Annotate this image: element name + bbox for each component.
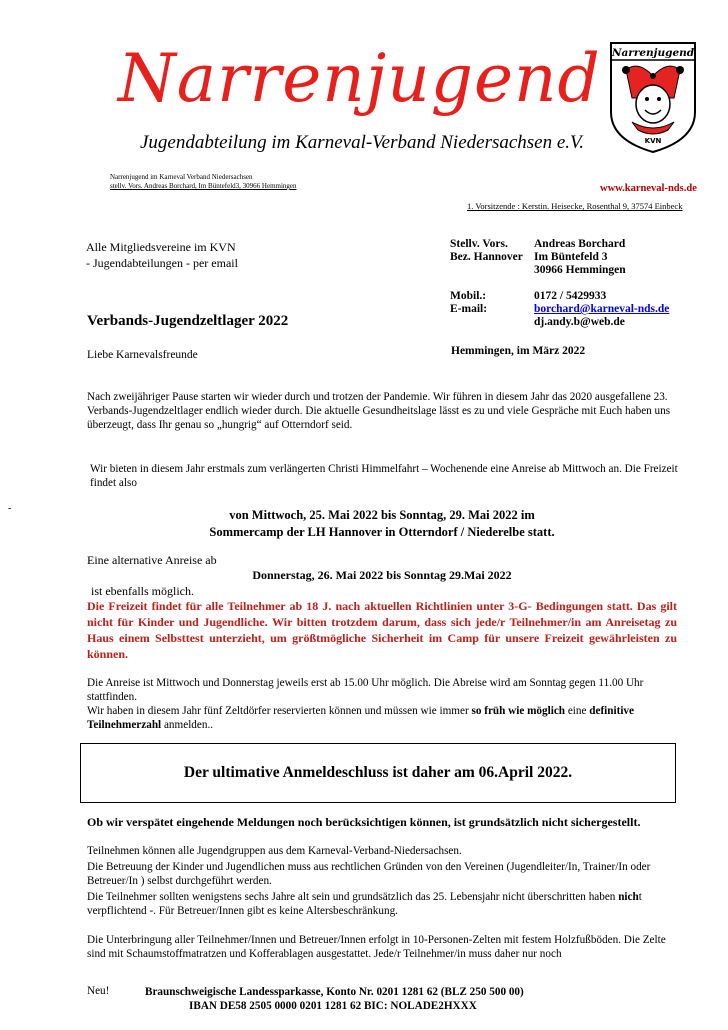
contact-block — [450, 238, 669, 329]
paragraph-groups: Teilnehmen können alle Jugendgruppen aus dem Karneval-Verband-Niedersachsen. — [87, 845, 462, 857]
bank-details — [145, 985, 524, 1013]
p7-part-c: t verpflichtend -. Für Betreuer/Innen gibt es keine Altersbeschränkung. — [87, 891, 642, 917]
deadline-box: Der ultimative Anmeldeschluss ist daher am 06.April 2022. — [80, 743, 676, 803]
new-label: Neu! — [87, 985, 110, 997]
paragraph-supervision: Die Betreuung der Kinder und Jugendlichen muss aus rechtlichen Gründen von den Vereinen (Jugendleiter/In, Trainer/In oder Betreuer/In ) selbst durchgeführt werden. — [87, 861, 651, 887]
p4-part-a: Wir haben in diesem Jahr fünf Zeltdörfer reservierten können und müssen wie immer — [87, 705, 472, 717]
dates-line-2: Sommercamp der LH Hannover in Otterndorf / Niederelbe statt. — [209, 525, 555, 539]
letterhead-title: Narrenjugend — [118, 40, 601, 117]
role-label-2: Bez. Hannover — [450, 251, 523, 263]
recipient-line-2: - Jugendabteilungen - per email — [86, 256, 238, 270]
late-notice: Ob wir verspätet eingehende Meldungen noch berücksichtigen können, ist grundsätzlich nicht sichergestellt. — [87, 815, 641, 829]
jester-crest-logo — [608, 40, 698, 155]
dates-line-1: von Mittwoch, 25. Mai 2022 bis Sonntag, 29. Mai 2022 im — [229, 508, 535, 522]
contact-name: Andreas Borchard — [534, 238, 626, 250]
alt-dates: Donnerstag, 26. Mai 2022 bis Sonntag 29.Mai 2022 — [252, 568, 512, 582]
email-2: dj.andy.b@web.de — [534, 316, 625, 328]
alt-possible: ist ebenfalls möglich. — [91, 584, 194, 598]
email-link-1[interactable]: borchard@karneval-nds.de — [534, 303, 670, 315]
covid-notice: Die Freizeit findet für alle Teilnehmer ab 18 J. nach aktuellen Richtlinien unter 3-G- Bedingungen statt. Das gilt nicht für Kinder und Jugendliche. Wir bitten trotzdem darum, dass sich jede/r Teilnehmer/in am Anreisetag zu Haus einem Selbsttest unterzieht, um größtmögliche Sicherheit im Camp für unsere Freizeit gewährleisten zu können. — [87, 599, 677, 661]
p4-part-e: anmelden.. — [161, 719, 214, 731]
letterhead-subtitle: Jugendabteilung im Karneval-Verband Niedersachsen e.V. — [140, 132, 584, 153]
paragraph-offer: Wir bieten in diesem Jahr erstmals zum verlängerten Christi Himmelfahrt – Wochenende eine Anreise ab Mittwoch an. Die Freizeit findet also — [90, 463, 678, 489]
p7-part-a: Die Teilnehmer sollten wenigstens sechs Jahre alt sein und grundsätzlich das 25. Lebensjahr nicht überschritten haben — [87, 891, 619, 903]
paragraph-arrival: Die Anreise ist Mittwoch und Donnerstag jeweils erst ab 15.00 Uhr möglich. Die Abreise wird am Sonntag gegen 11.00 Uhr stattfinden. — [87, 677, 644, 703]
p4-bold-count: definitive Teilnehmerzahl — [87, 705, 634, 731]
website-link[interactable]: www.karneval-nds.de — [600, 183, 697, 194]
bank-line-2: IBAN DE58 2505 0000 0201 1281 62 BIC: NOLADE2HXXX — [189, 1000, 477, 1012]
sender-line-1: Narrenjugend im Karneval Verband Niedersachsen — [110, 173, 253, 181]
role-label-1: Stellv. Vors. — [450, 238, 508, 250]
alt-intro: Eine alternative Anreise ab — [87, 553, 217, 567]
contact-city: 30966 Hemmingen — [534, 264, 626, 276]
paragraph-age — [87, 890, 677, 918]
bank-line-1: Braunschweigische Landessparkasse, Konto Nr. 0201 1281 62 (BLZ 250 500 00) — [145, 986, 524, 998]
margin-mark: - — [8, 503, 12, 514]
p4-bold-early: so früh wie möglich — [471, 705, 566, 717]
crest-top-text: Narrenjugend — [611, 47, 695, 59]
greeting: Liebe Karnevalsfreunde — [87, 349, 198, 361]
chair-address: 1. Vorsitzende : Kerstin. Heisecke, Rosenthal 9, 37574 Einbeck — [467, 201, 683, 211]
paragraph-accommodation: Die Unterbringung aller Teilnehmer/Innen und Betreuer/Innen erfolgt in 10-Personen-Zelten mit festem Holzfußböden. Die Zelte sind mit Schaumstoffmatratzen und Kofferablagen ausgestattet. Jede/r Teilnehmer/in muss daher nur noch — [87, 934, 666, 960]
recipient-line-1: Alle Mitgliedsvereine im KVN — [86, 240, 236, 254]
p4-part-c: eine — [565, 705, 590, 717]
sender-address — [110, 173, 297, 191]
crest-bottom-text: KVN — [644, 137, 662, 145]
email-label: E-mail: — [450, 303, 488, 315]
mobile-number: 0172 / 5429933 — [534, 290, 607, 302]
place-date: Hemmingen, im März 2022 — [451, 345, 586, 357]
contact-street: Im Büntefeld 3 — [534, 251, 608, 263]
p7-bold: nich — [618, 891, 639, 903]
recipient-block — [86, 239, 238, 271]
mobile-label: Mobil.: — [450, 290, 487, 302]
paragraph-registration — [87, 704, 677, 732]
letter-title: Verbands-Jugendzeltlager 2022 — [87, 313, 289, 329]
sender-line-2: stellv. Vors. Andreas Borchard, Im Büntefeld3, 30966 Hemmingen — [110, 182, 297, 190]
paragraph-intro: Nach zweijähriger Pause starten wir wieder durch und trotzen der Pandemie. Wir führen in diesem Jahr das 2020 ausgefallene 23. Verbands-Jugendzeltlager endlich wieder durch. Die aktuelle Gesundheitslage lässt es zu und viele Gespräche mit Euch haben uns überzeugt, dass Ihr genau so „hungrig“ auf Otterndorf seid. — [87, 391, 671, 431]
